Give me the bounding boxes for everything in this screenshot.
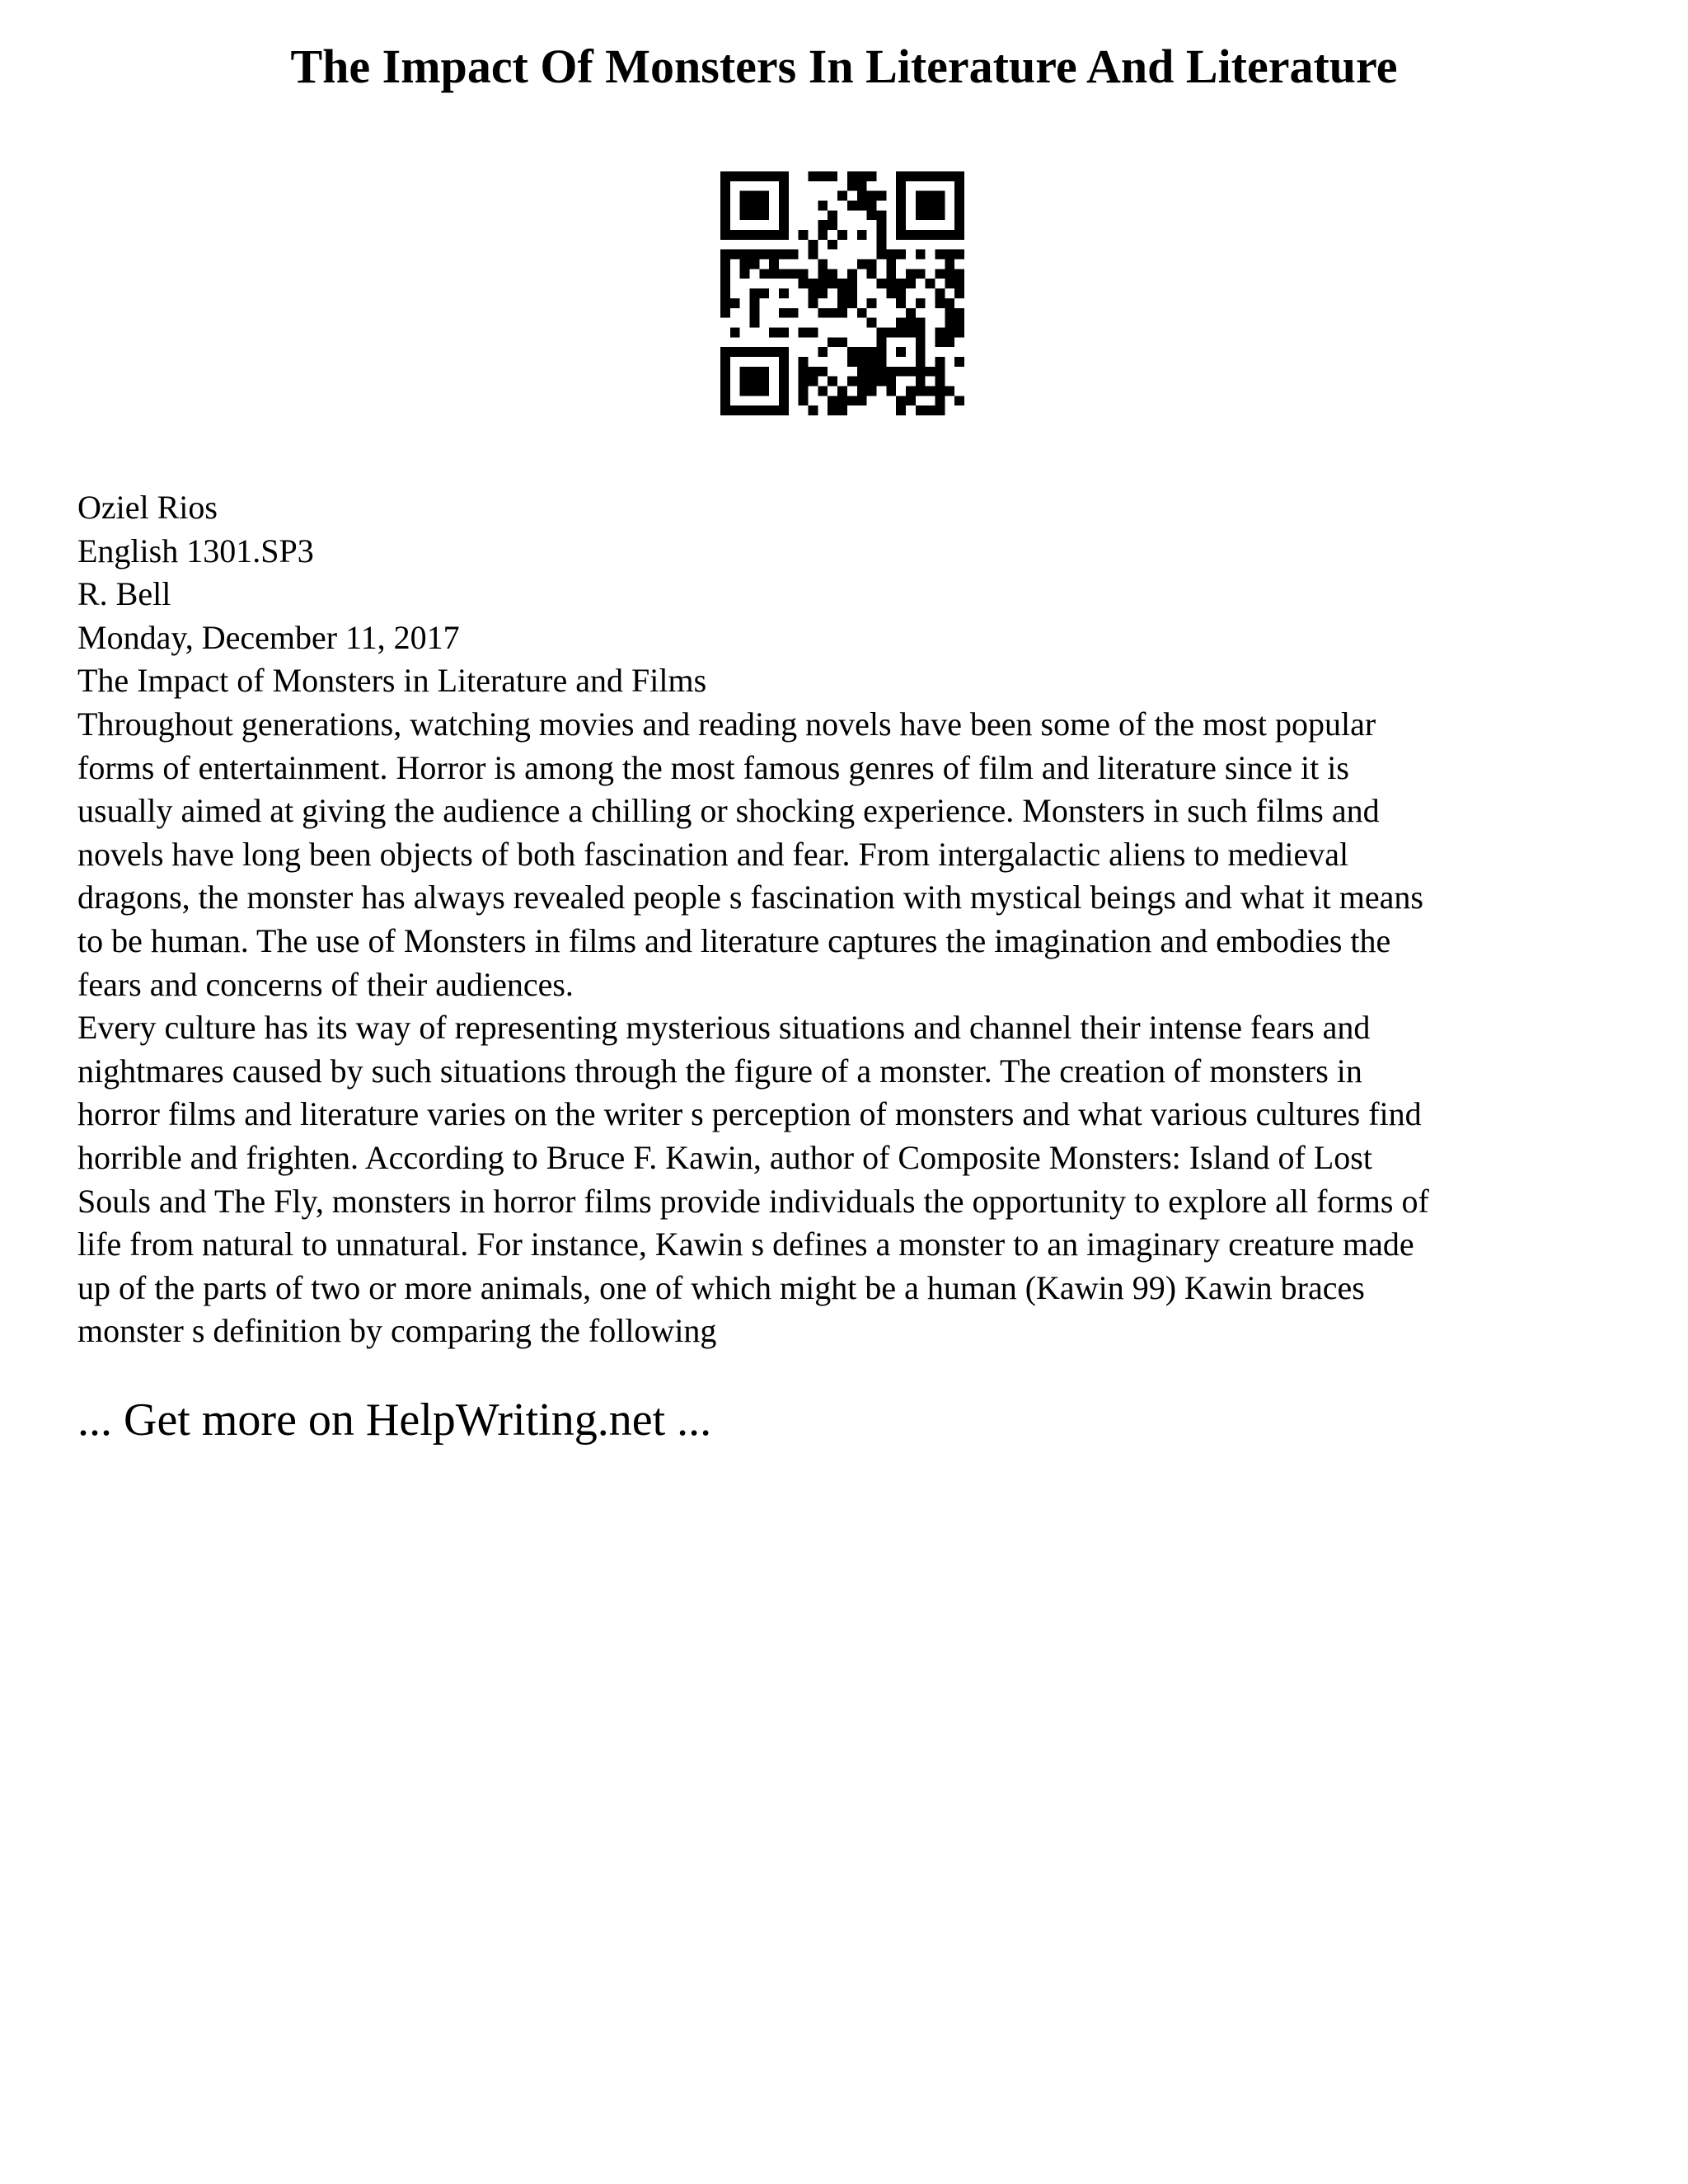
paragraph-line: Every culture has its way of representing mysterious situations and channel their intense fears and — [77, 1009, 1371, 1047]
qr-code-icon — [720, 171, 964, 415]
paragraph-line: up of the parts of two or more animals, one of which might be a human (Kawin 99) Kawin braces — [77, 1268, 1365, 1306]
essay-title: The Impact of Monsters in Literature and Films — [77, 662, 707, 700]
paragraph — [77, 703, 1627, 1006]
paragraph-line: forms of entertainment. Horror is among the most famous genres of film and literature since it is — [77, 748, 1349, 786]
paragraph-line: novels have long been objects of both fascination and fear. From intergalactic aliens to medieval — [77, 835, 1349, 873]
get-more-link[interactable]: ... Get more on HelpWriting.net ... — [77, 1394, 712, 1446]
paragraph-line: fears and concerns of their audiences. — [77, 965, 574, 1003]
paragraph-line: usually aimed at giving the audience a chilling or shocking experience. Monsters in such films and — [77, 792, 1380, 830]
document-date: Monday, December 11, 2017 — [77, 618, 460, 656]
paragraph — [77, 1006, 1627, 1353]
paragraph-line: horror films and literature varies on the writer s perception of monsters and what various cultures find — [77, 1095, 1422, 1133]
document-title: The Impact Of Monsters In Literature And Literature — [290, 40, 1398, 93]
document-body — [77, 486, 1627, 1353]
paragraph-line: horrible and frighten. According to Bruce F. Kawin, author of Composite Monsters: Island of Lost — [77, 1138, 1372, 1176]
paragraph-line: to be human. The use of Monsters in films and literature captures the imagination and embodies the — [77, 921, 1391, 959]
header-block — [77, 486, 1627, 703]
paragraph-line: Souls and The Fly, monsters in horror films provide individuals the opportunity to explore all forms of — [77, 1182, 1429, 1220]
paragraph-line: dragons, the monster has always revealed people s fascination with mystical beings and what it means — [77, 879, 1423, 916]
author-name: Oziel Rios — [77, 489, 218, 526]
instructor-name: R. Bell — [77, 575, 171, 613]
course-name: English 1301.SP3 — [77, 532, 314, 569]
paragraph-line: life from natural to unnatural. For instance, Kawin s defines a monster to an imaginary creature made — [77, 1226, 1414, 1263]
paragraph-line: Throughout generations, watching movies and reading novels have been some of the most popular — [77, 705, 1376, 743]
paragraph-line: nightmares caused by such situations through the figure of a monster. The creation of monsters in — [77, 1052, 1362, 1090]
paragraph-line: monster s definition by comparing the following — [77, 1312, 717, 1350]
